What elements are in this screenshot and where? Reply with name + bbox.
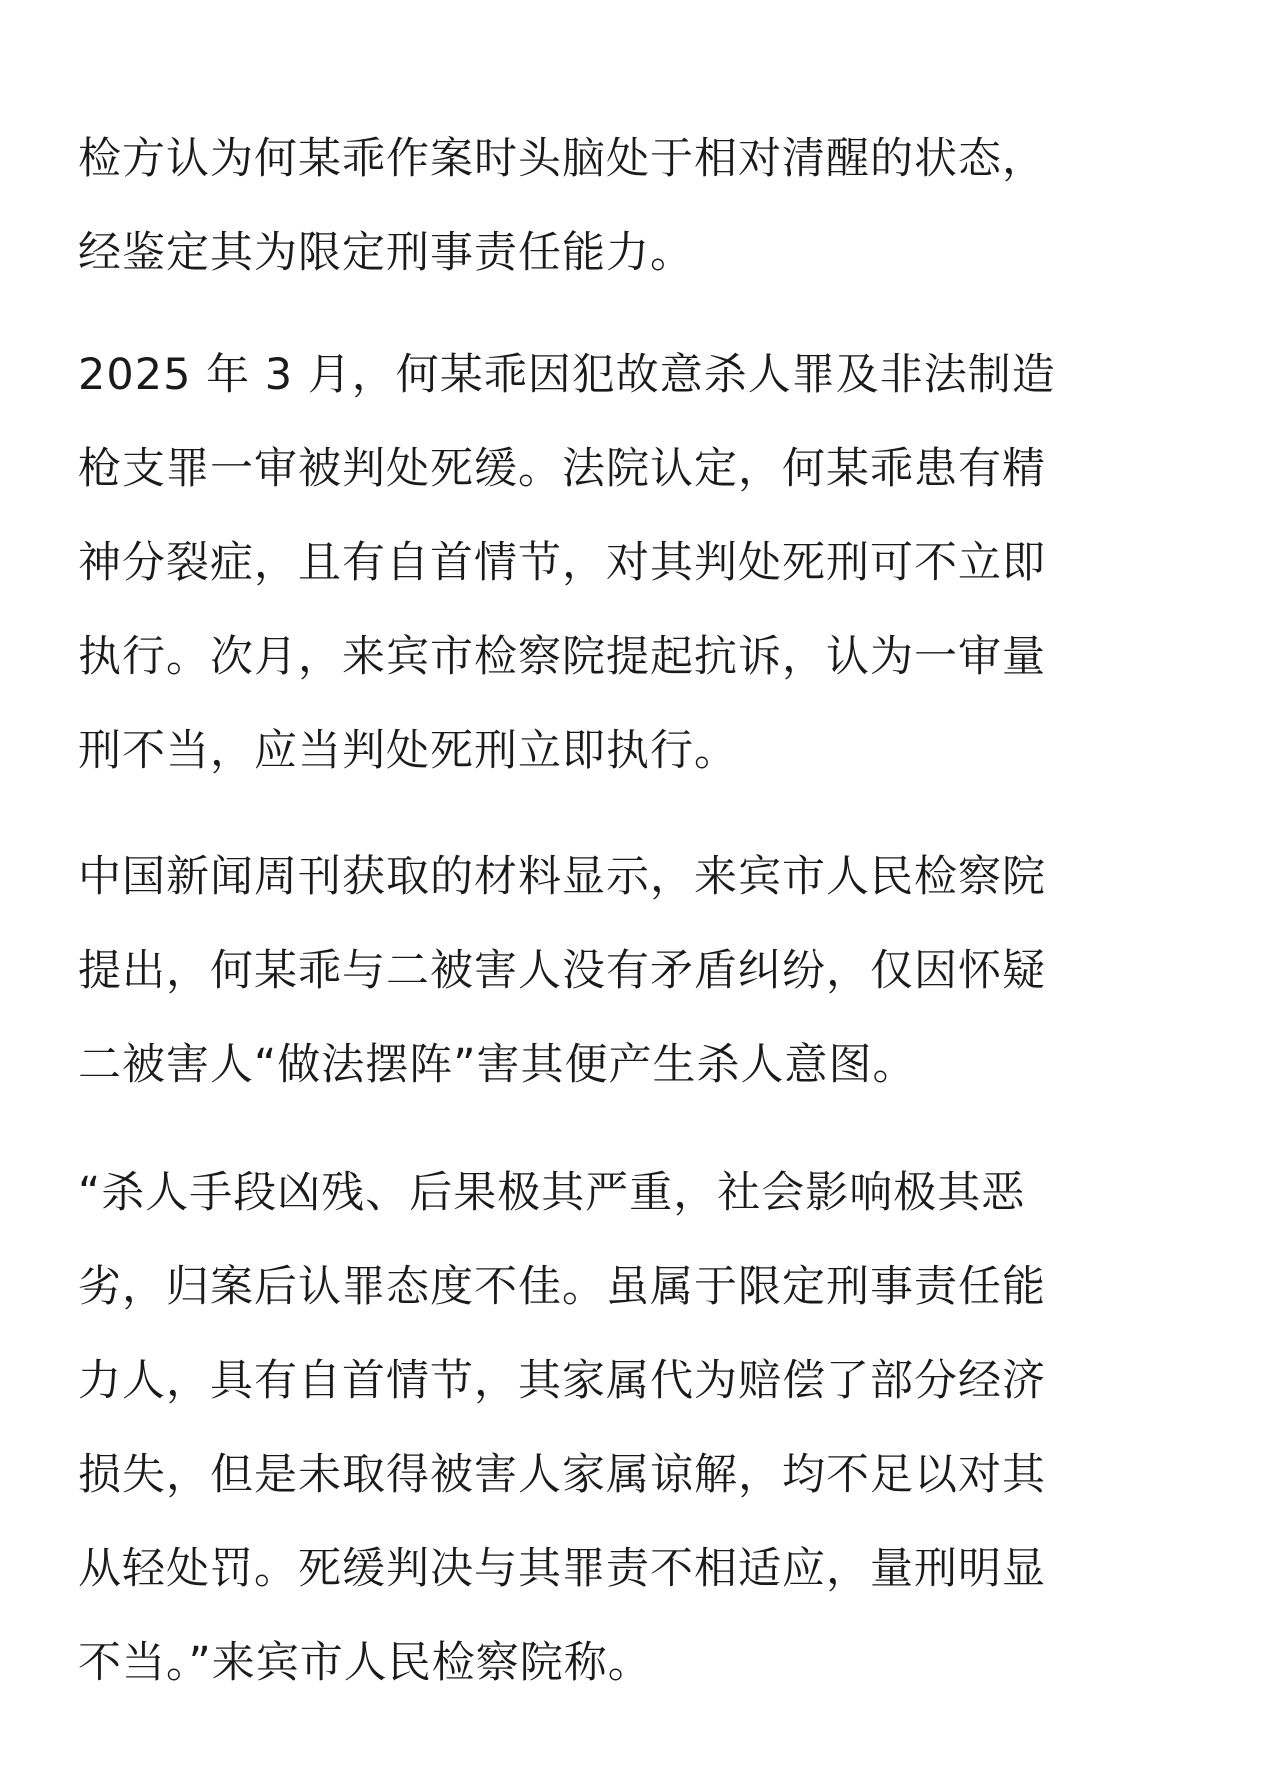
text-line: 提出，何某乖与二被害人没有矛盾纠纷，仅因怀疑 — [78, 946, 1046, 996]
text-line: 执行。次月，来宾市检察院提起抗诉，认为一审量 — [78, 632, 1046, 682]
text-line: 检方认为何某乖作案时头脑处于相对清醒的状态， — [78, 134, 1046, 184]
text-line: 刑不当，应当判处死刑立即执行。 — [78, 726, 738, 776]
paragraph-1 — [78, 112, 1202, 300]
text-line: 中国新闻周刊获取的材料显示，来宾市人民检察院 — [78, 852, 1046, 902]
text-line: 二被害人“做法摆阵”害其便产生杀人意图。 — [78, 1040, 917, 1090]
paragraph-4 — [78, 1146, 1202, 1710]
text-line: “杀人手段凶残、后果极其严重，社会影响极其恶 — [78, 1168, 1026, 1218]
text-line: 力人，具有自首情节，其家属代为赔偿了部分经济 — [78, 1356, 1046, 1406]
text-line: 神分裂症，且有自首情节，对其判处死刑可不立即 — [78, 538, 1046, 588]
text-line: 损失，但是未取得被害人家属谅解，均不足以对其 — [78, 1450, 1046, 1500]
text-line: 从轻处罚。死缓判决与其罪责不相适应，量刑明显 — [78, 1544, 1046, 1594]
text-line: 劣，归案后认罪态度不佳。虽属于限定刑事责任能 — [78, 1262, 1046, 1312]
text-line: 不当。”来宾市人民检察院称。 — [78, 1638, 652, 1688]
text-line: 枪支罪一审被判处死缓。法院认定，何某乖患有精 — [78, 444, 1046, 494]
article-body — [78, 112, 1202, 1744]
text-line: 2025 年 3 月，何某乖因犯故意杀人罪及非法制造 — [78, 350, 1056, 400]
text-line: 经鉴定其为限定刑事责任能力。 — [78, 228, 694, 278]
paragraph-2 — [78, 328, 1202, 798]
paragraph-3 — [78, 830, 1202, 1112]
